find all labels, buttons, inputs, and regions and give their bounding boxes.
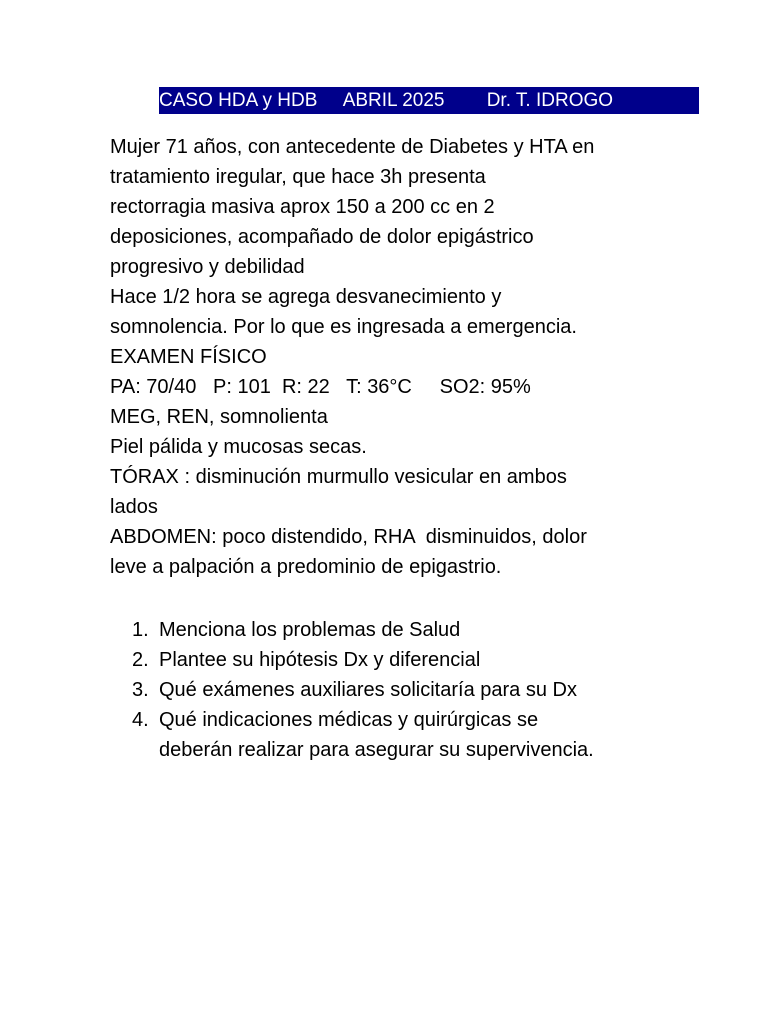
case-header: CASO HDA y HDB ABRIL 2025 Dr. T. IDROGO xyxy=(159,87,699,114)
question-text: Menciona los problemas de Salud xyxy=(159,619,461,641)
case-line: Hace 1/2 hora se agrega desvanecimiento y xyxy=(110,286,502,308)
questions-list xyxy=(110,615,710,765)
case-line: Mujer 71 años, con antecedente de Diabetes y HTA en xyxy=(110,136,595,158)
question-item xyxy=(110,705,710,765)
case-line: lados xyxy=(110,496,158,518)
question-text: Plantee su hipótesis Dx y diferencial xyxy=(159,649,481,671)
question-text: Qué indicaciones médicas y quirúrgicas se xyxy=(159,709,539,731)
case-description xyxy=(110,132,710,582)
case-line: deposiciones, acompañado de dolor epigástrico xyxy=(110,226,534,248)
case-line: MEG, REN, somnolienta xyxy=(110,406,328,428)
question-item xyxy=(110,645,710,675)
exam-heading: EXAMEN FÍSICO xyxy=(110,346,267,368)
question-number: 2. xyxy=(132,649,149,671)
case-line: ABDOMEN: poco distendido, RHA disminuidos, dolor xyxy=(110,526,587,548)
question-text: Qué exámenes auxiliares solicitaría para su Dx xyxy=(159,679,577,701)
question-item xyxy=(110,675,710,705)
vital-signs: PA: 70/40 P: 101 R: 22 T: 36°C SO2: 95% xyxy=(110,376,531,398)
question-number: 1. xyxy=(132,619,149,641)
case-line: rectorragia masiva aprox 150 a 200 cc en 2 xyxy=(110,196,495,218)
case-line: tratamiento iregular, que hace 3h presenta xyxy=(110,166,486,188)
question-item xyxy=(110,615,710,645)
case-line: leve a palpación a predominio de epigastrio. xyxy=(110,556,502,578)
question-number: 3. xyxy=(132,679,149,701)
case-line: progresivo y debilidad xyxy=(110,256,305,278)
case-line: Piel pálida y mucosas secas. xyxy=(110,436,367,458)
question-number: 4. xyxy=(132,709,149,731)
question-text: deberán realizar para asegurar su supervivencia. xyxy=(159,739,594,761)
case-line: TÓRAX : disminución murmullo vesicular en ambos xyxy=(110,466,567,488)
case-line: somnolencia. Por lo que es ingresada a emergencia. xyxy=(110,316,577,338)
